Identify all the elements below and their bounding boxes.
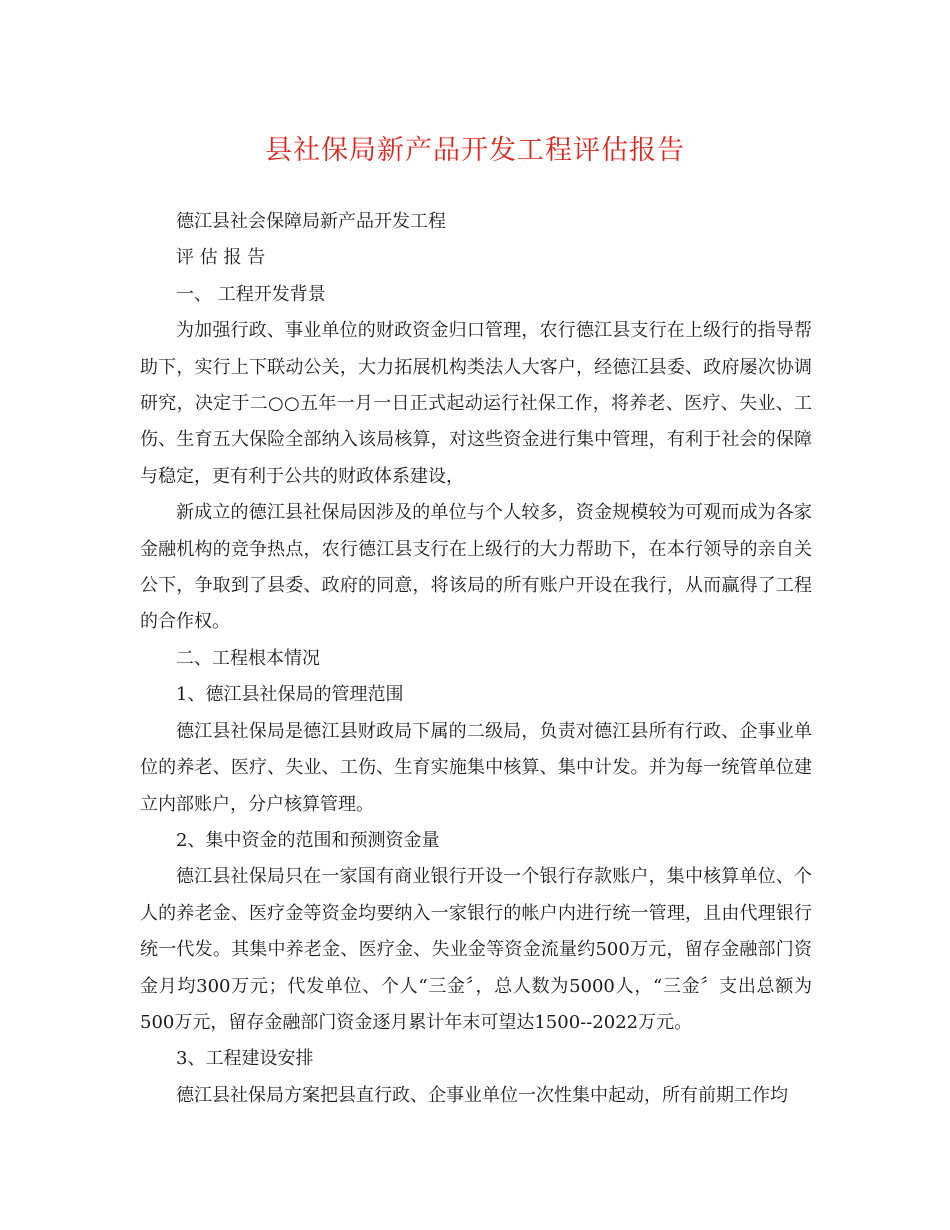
paragraph: 德江县社保局方案把县直行政、企事业单位一次性集中起动，所有前期工作均 <box>176 1084 788 1106</box>
project-name-line: 德江县社会保障局新产品开发工程 <box>176 211 446 232</box>
report-label: 评 估 报 告 <box>176 247 266 269</box>
subsection-heading-1: 1、德江县社保局的管理范围 <box>176 684 404 706</box>
section-heading-2: 二、工程根本情况 <box>176 647 320 669</box>
section-heading-1: 一、 工程开发背景 <box>176 283 326 305</box>
paragraph: 德江县社保局是德江县财政局下属的二级局，负责对德江县所有行政、企事业单位的养老、医疗、失业、工伤、生育实施集中核算、集中计发。并为每一统管单位建立内部账户，分户核算管理。 <box>140 720 812 815</box>
subsection-heading-2: 2、集中资金的范围和预测资金量 <box>176 829 440 851</box>
document-title: 县社保局新产品开发工程评估报告 <box>265 135 685 166</box>
document-body <box>140 204 812 1114</box>
paragraph: 德江县社保局只在一家国有商业银行开设一个银行存款账户，集中核算单位、个人的养老金、医疗金等资金均要纳入一家银行的帐户内进行统一管理，且由代理银行统一代发。其集中养老金、医疗金、失业金等资金流量约500万元，留存金融部门资金月均300万元；代发单位、个人“三金〞，总人数为5000人，“三金〞支出总额为500万元，留存金融部门资金逐月累计年末可望达1500--2022万元。 <box>140 866 812 1033</box>
paragraph: 新成立的德江县社保局因涉及的单位与个人较多，资金规模较为可观而成为各家金融机构的竞争热点，农行德江县支行在上级行的大力帮助下，在本行领导的亲自关公下，争取到了县委、政府的同意，将该局的所有账户开设在我行，从而赢得了工程的合作权。 <box>140 502 812 633</box>
subsection-heading-3: 3、工程建设安排 <box>176 1048 314 1070</box>
paragraph: 为加强行政、事业单位的财政资金归口管理，农行德江县支行在上级行的指导帮助下，实行上下联动公关，大力拓展机构类法人大客户，经德江县委、政府屡次协调研究，决定于二○○五年一月一日正式起动运行社保工作，将养老、医疗、失业、工伤、生育五大保险全部纳入该局核算，对这些资金进行集中管理，有利于社会的保障与稳定，更有利于公共的财政体系建设， <box>140 320 812 487</box>
